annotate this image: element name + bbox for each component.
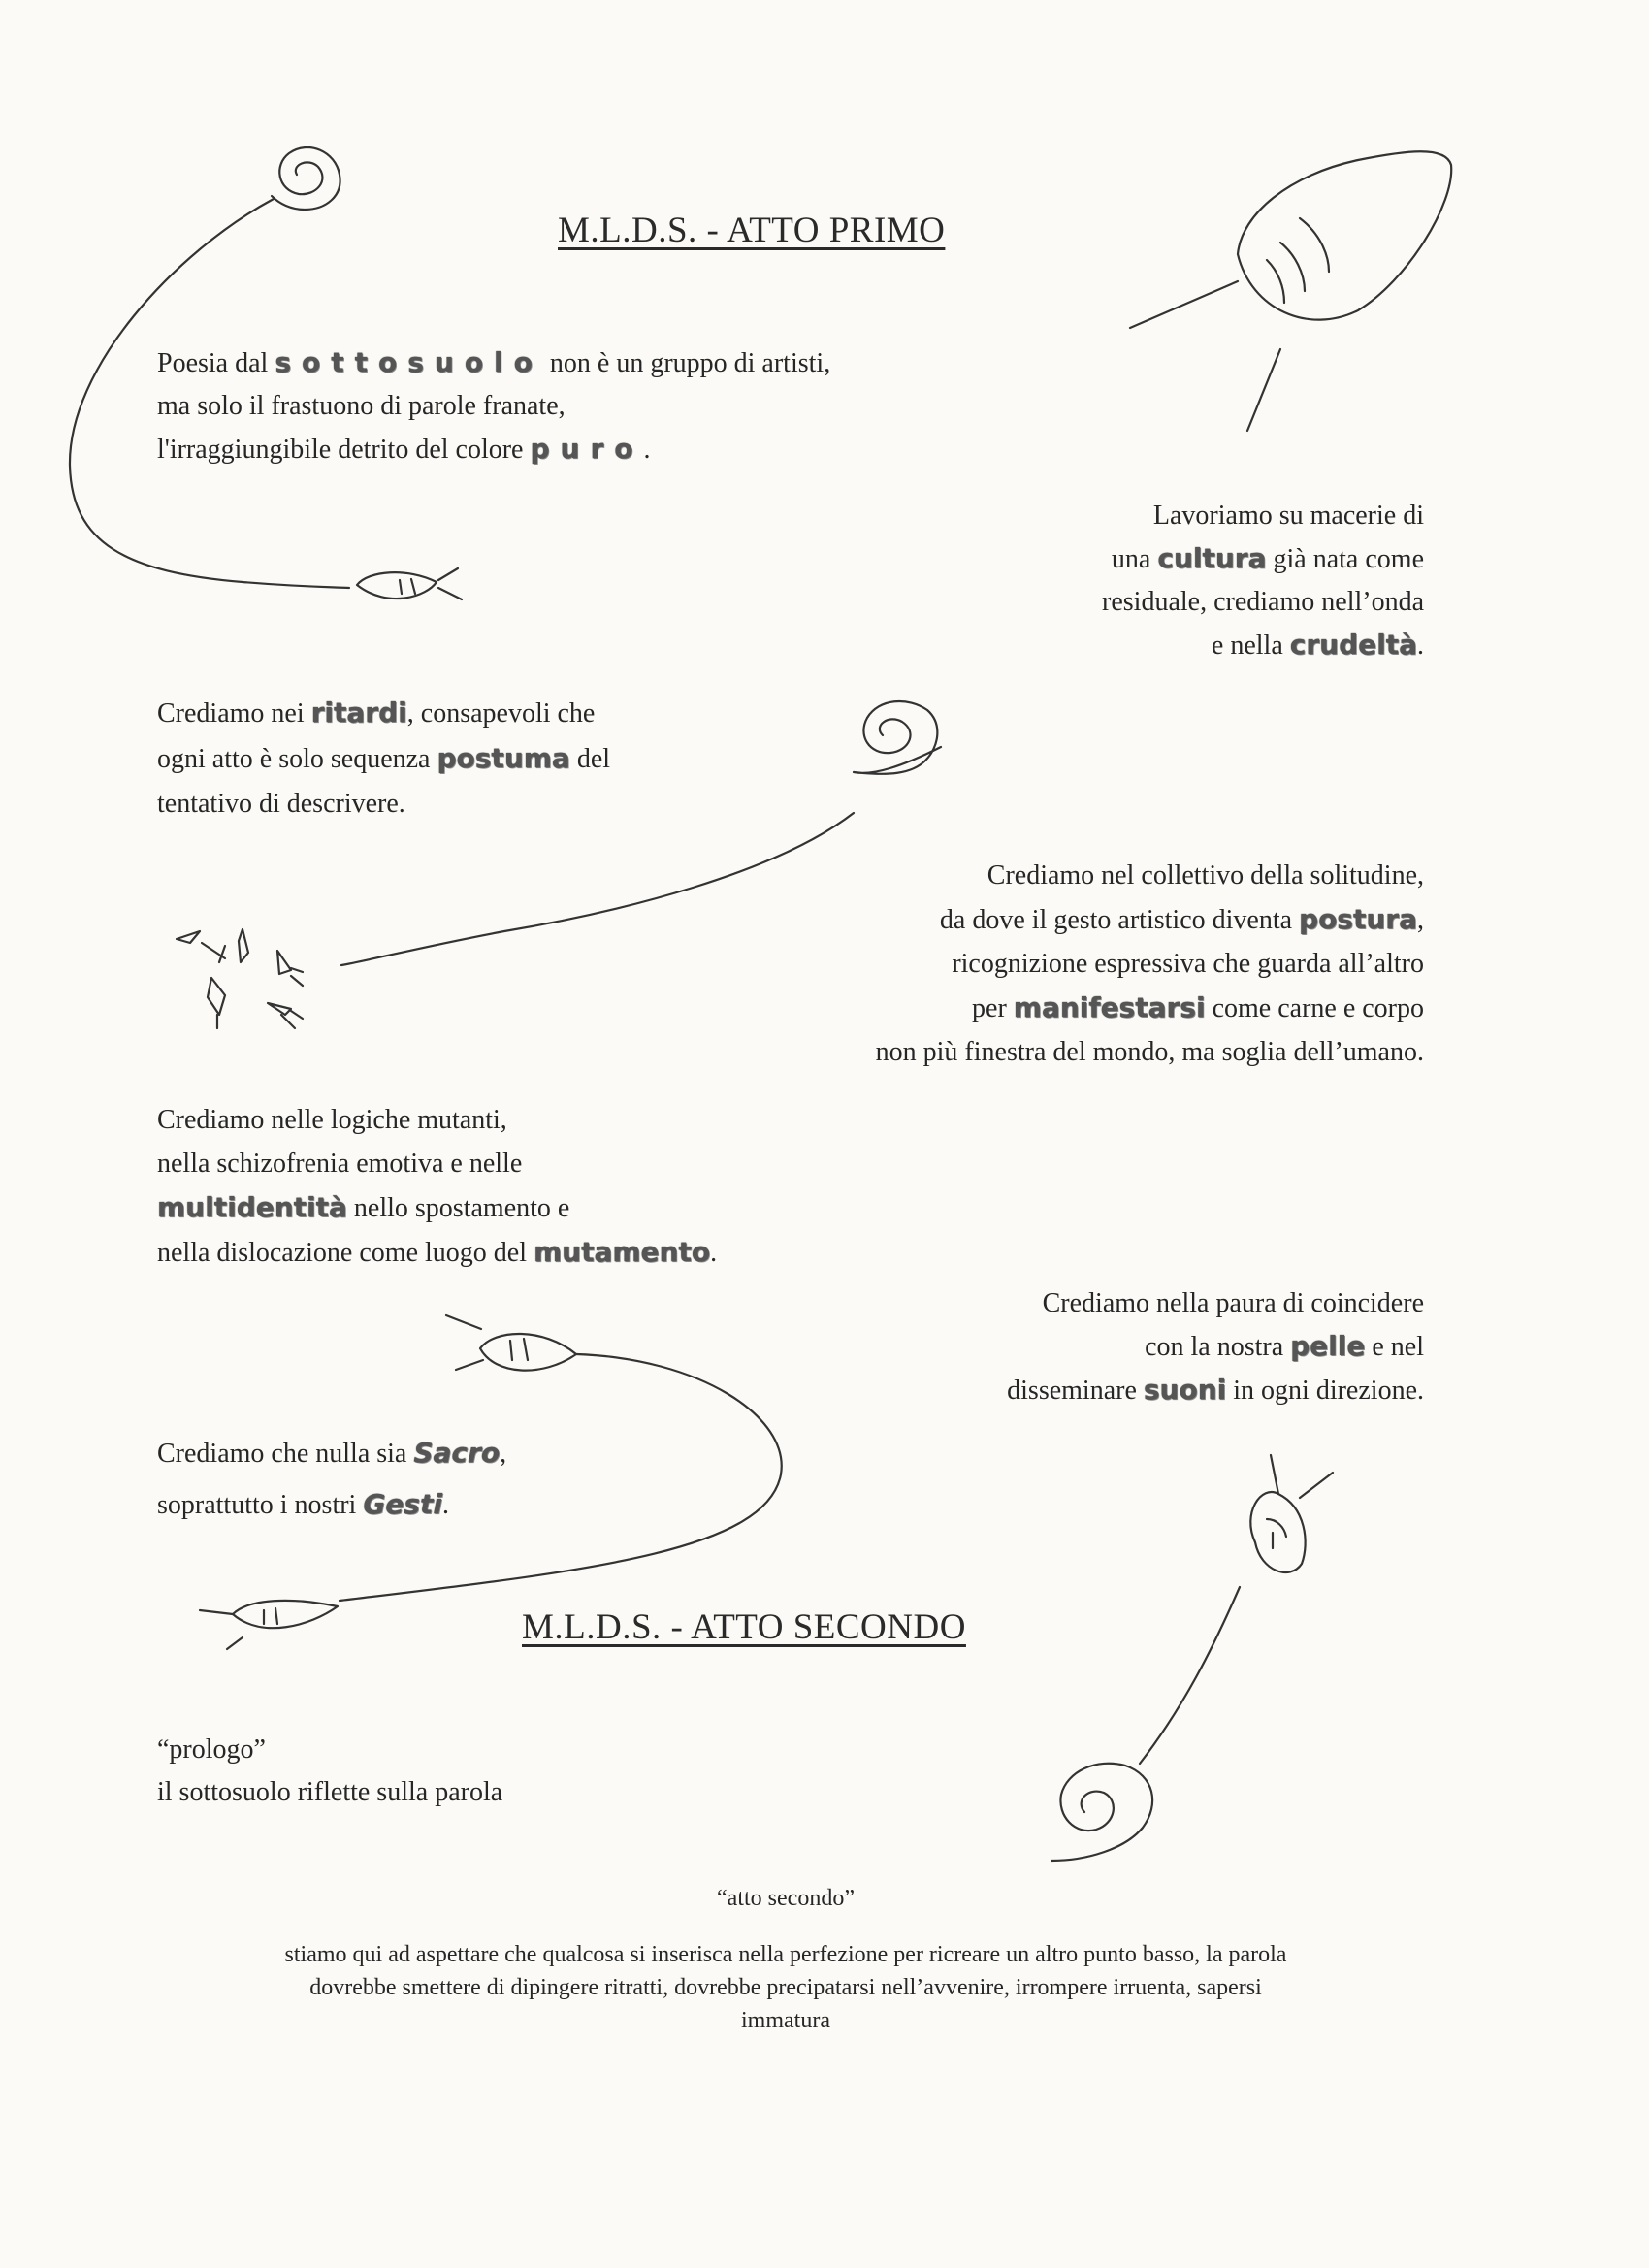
text: e nel xyxy=(1365,1332,1424,1362)
text-line xyxy=(157,1428,506,1479)
text-line xyxy=(157,341,830,385)
text: , xyxy=(1417,905,1424,935)
text: . xyxy=(643,435,651,465)
text: come carne e corpo xyxy=(1205,993,1424,1023)
highlight-word: manifestarsi xyxy=(1013,991,1206,1023)
highlight-word: Sacro xyxy=(413,1437,501,1469)
text-line xyxy=(876,897,1424,942)
text: . xyxy=(1417,631,1424,661)
text: da dove il gesto artistico diventa xyxy=(939,905,1300,935)
text: , xyxy=(500,1439,507,1469)
text-line: nella schizofrenia emotiva e nelle xyxy=(157,1149,523,1179)
text: nella dislocazione come luogo del xyxy=(157,1238,534,1268)
leaf-seed-icon xyxy=(200,1601,338,1649)
leaf-seed-icon xyxy=(357,568,462,599)
highlight-word: sottosuolo xyxy=(275,346,543,378)
paura-paragraph xyxy=(1007,1282,1424,1412)
highlight-word: crudeltà xyxy=(1289,629,1417,661)
text: Poesia dal xyxy=(157,348,275,378)
text-line xyxy=(157,1479,506,1531)
text: ogni atto è solo sequenza xyxy=(157,744,437,774)
spiral-icon xyxy=(272,147,340,210)
prologo-paragraph xyxy=(157,1729,502,1814)
logiche-paragraph xyxy=(157,1098,717,1275)
text-line: “prologo” xyxy=(157,1734,266,1765)
highlight-word: postuma xyxy=(436,742,570,774)
text-line xyxy=(1007,1369,1424,1412)
text: l'irraggiungibile detrito del colore xyxy=(157,435,531,465)
text-line xyxy=(1102,624,1424,667)
text-line: residuale, crediamo nell’onda xyxy=(1102,587,1424,617)
text: Crediamo che nulla sia xyxy=(157,1439,414,1469)
text-line: ma solo il frastuono di parole franate, xyxy=(157,391,566,421)
text: disseminare xyxy=(1007,1376,1144,1406)
text: nello spostamento e xyxy=(346,1193,570,1223)
sacro-paragraph xyxy=(157,1428,506,1531)
highlight-word: Gesti xyxy=(363,1488,442,1520)
highlight-word: mutamento xyxy=(533,1236,711,1268)
text-line: dovrebbe smettere di dipingere ritratti, dovrebbe precipatarsi nell’avvenire, irrompere irruenta, sapersi xyxy=(309,1975,1262,2000)
text-line xyxy=(1102,537,1424,581)
text-line: Lavoriamo su macerie di xyxy=(1152,501,1424,531)
text-line: Crediamo nel collettivo della solitudine, xyxy=(986,860,1424,891)
text: , consapevoli che xyxy=(406,698,596,729)
text-line: tentativo di descrivere. xyxy=(157,789,405,819)
text: in ogni direzione. xyxy=(1226,1376,1424,1406)
text: . xyxy=(710,1238,718,1268)
text-line xyxy=(157,1230,717,1275)
curve-line xyxy=(341,813,854,965)
highlight-word: suoni xyxy=(1143,1374,1227,1406)
collettivo-paragraph xyxy=(876,854,1424,1074)
text-line xyxy=(157,691,610,736)
highlight-word: postura xyxy=(1299,903,1417,935)
text: Crediamo nei xyxy=(157,698,311,729)
intro-paragraph xyxy=(157,341,830,471)
text-line xyxy=(157,736,610,782)
macerie-paragraph xyxy=(1102,495,1424,667)
text-line: Crediamo nella paura di coincidere xyxy=(1042,1288,1424,1318)
text-line: immatura xyxy=(741,2008,830,2033)
text-line xyxy=(876,986,1424,1030)
text: non è un gruppo di artisti, xyxy=(542,348,831,378)
text-line xyxy=(1007,1325,1424,1369)
leaf-seed-icon xyxy=(1130,151,1451,431)
text: con la nostra xyxy=(1145,1332,1291,1362)
spiral-icon xyxy=(1051,1764,1152,1861)
text: e nella xyxy=(1211,631,1290,661)
text: per xyxy=(972,993,1014,1023)
ritardi-paragraph xyxy=(157,691,610,826)
highlight-word: puro xyxy=(530,433,644,465)
text-line xyxy=(157,428,830,471)
leaf-seed-icon xyxy=(446,1315,576,1371)
text-line: non più finestra del mondo, ma soglia dell’umano. xyxy=(875,1037,1424,1067)
seed-cluster-icon xyxy=(177,929,303,1028)
atto-secondo-paragraph xyxy=(146,1938,1426,2037)
text: una xyxy=(1111,544,1158,574)
text-line: stiamo qui ad aspettare che qualcosa si inserisca nella perfezione per ricreare un altro punto basso, la parola xyxy=(284,1942,1287,1967)
curve-line xyxy=(1140,1587,1240,1764)
highlight-word: cultura xyxy=(1157,542,1267,574)
text-line: il sottosuolo riflette sulla parola xyxy=(157,1777,503,1807)
atto-secondo-heading: “atto secondo” xyxy=(717,1886,855,1911)
leaf-seed-icon xyxy=(1250,1455,1333,1572)
text: del xyxy=(569,744,611,774)
text-line xyxy=(157,1185,717,1230)
text-line: ricognizione espressiva che guarda all’altro xyxy=(952,949,1424,979)
text: già nata come xyxy=(1266,544,1424,574)
text: . xyxy=(441,1490,449,1520)
spiral-icon xyxy=(854,701,941,774)
text-line: Crediamo nelle logiche mutanti, xyxy=(157,1105,507,1135)
highlight-word: multidentità xyxy=(157,1191,347,1223)
section-title: M.L.D.S. - ATTO SECONDO xyxy=(522,1607,966,1647)
highlight-word: ritardi xyxy=(310,697,407,729)
text: soprattutto i nostri xyxy=(157,1490,364,1520)
highlight-word: pelle xyxy=(1290,1330,1366,1362)
page-title: M.L.D.S. - ATTO PRIMO xyxy=(558,211,946,250)
